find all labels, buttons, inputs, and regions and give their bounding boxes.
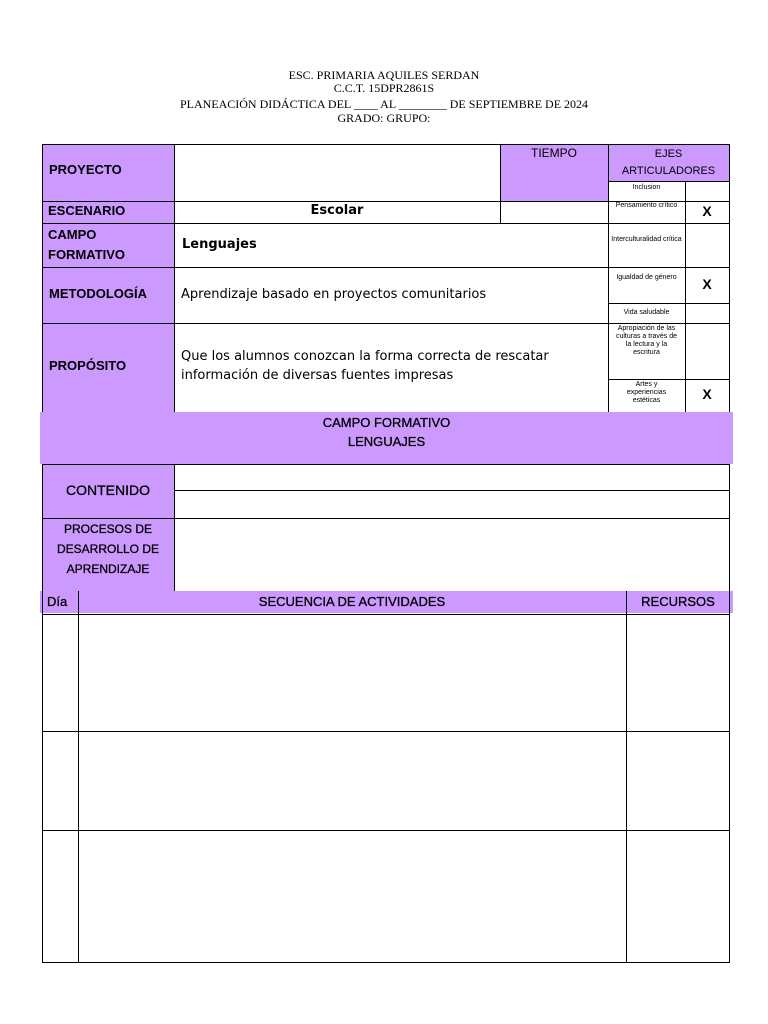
recursos-label: RECURSOS <box>641 594 715 609</box>
activity-sequence-cell[interactable] <box>79 615 626 731</box>
cct-code: C.C.T. 15DPR2861S <box>333 81 435 95</box>
school-name: ESC. PRIMARIA AQUILES SERDAN <box>288 68 480 82</box>
eje-label: Pensamiento crítico <box>615 202 678 209</box>
activity-day-cell[interactable] <box>43 732 78 830</box>
activity-sequence-cell[interactable] <box>79 732 626 830</box>
contenido-label: CONTENIDO <box>66 482 150 498</box>
eje-label: Igualdad de género <box>616 274 677 281</box>
activity-sequence-cell[interactable] <box>79 831 626 962</box>
escenario-value: Escolar <box>310 203 364 218</box>
eje-label: Inclusion <box>632 184 661 191</box>
eje-label: Apropiación de las culturas a través de la lectura y la escritura <box>615 325 678 356</box>
eje-label: Interculturalidad crítica <box>611 236 682 243</box>
dia-label: Día <box>47 594 68 609</box>
activity-resources-cell[interactable] <box>627 831 729 962</box>
eje-label: Artes y experiencias estéticas <box>626 381 667 404</box>
campo-formativo-label: CAMPO FORMATIVO <box>48 227 126 262</box>
metodologia-label: METODOLOGÍA <box>49 286 147 301</box>
eje-mark: X <box>702 386 712 402</box>
procesos-label: PROCESOS DE DESARROLLO DE APRENDIZAJE <box>56 522 160 576</box>
proyecto-label: PROYECTO <box>49 162 122 177</box>
ejes-label: EJES ARTICULADORES <box>621 148 716 177</box>
activity-resources-cell[interactable] <box>627 615 729 731</box>
proposito-value: Que los alumnos conozcan la forma correcta de rescatar información de diversas fuentes impresas <box>181 349 549 383</box>
escenario-label: ESCENARIO <box>48 203 126 218</box>
grado-grupo: GRADO: GRUPO: <box>337 111 431 125</box>
secuencia-label: SECUENCIA DE ACTIVIDADES <box>258 594 446 609</box>
eje-mark: X <box>702 276 712 292</box>
campo-formativo-banner <box>40 412 733 464</box>
eje-label: Vida saludable <box>623 309 670 316</box>
banner-line1: CAMPO FORMATIVO <box>322 415 451 430</box>
proposito-label: PROPÓSITO <box>49 358 127 373</box>
campo-formativo-value: Lenguajes <box>182 237 257 252</box>
planeacion-title: PLANEACIÓN DIDÁCTICA DEL ____ AL ________ DE SEPTIEMBRE DE 2024 <box>179 97 589 111</box>
eje-mark: X <box>702 203 712 219</box>
banner-line2: LENGUAJES <box>347 434 426 449</box>
metodologia-value: Aprendizaje basado en proyectos comunitarios <box>181 287 487 302</box>
activity-day-cell[interactable] <box>43 831 78 962</box>
tiempo-label: TIEMPO <box>530 146 577 160</box>
activity-day-cell[interactable] <box>43 615 78 731</box>
activity-resources-cell[interactable] <box>627 732 729 830</box>
